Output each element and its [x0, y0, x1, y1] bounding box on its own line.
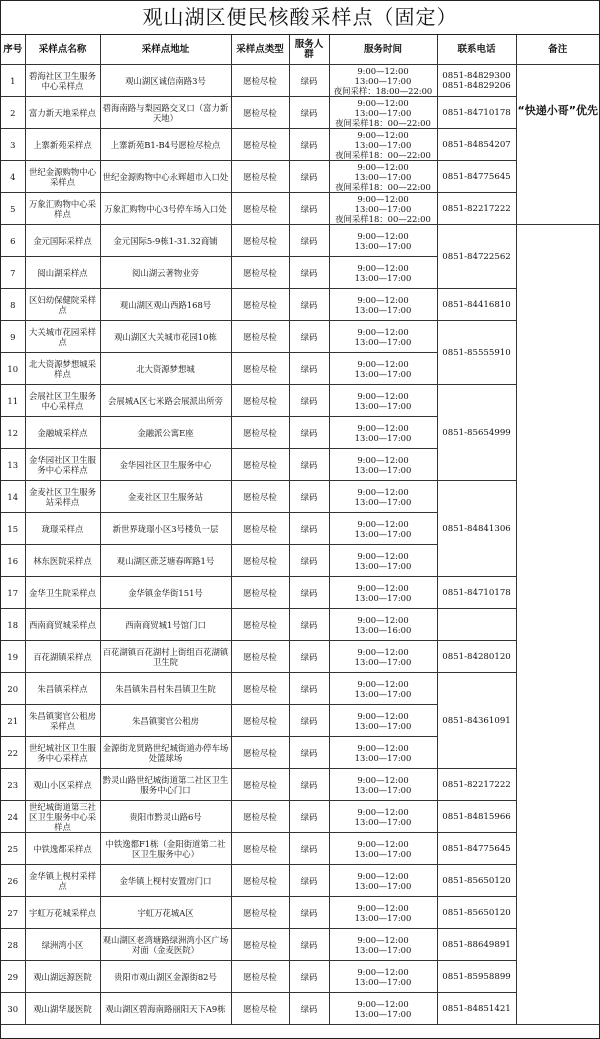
site-address: 金华镇上枧村安置房门口 [100, 865, 231, 897]
service-group: 绿码 [289, 545, 329, 577]
contact-phone: 0851-85650120 [437, 865, 516, 897]
site-name: 金华园社区卫生服务中心采样点 [25, 449, 100, 481]
table-body [1, 65, 599, 1025]
site-type: 愿检尽检 [231, 993, 289, 1025]
contact-phone: 0851-84775645 [437, 833, 516, 865]
site-address: 观山湖区大关城市花园10栋 [100, 321, 231, 353]
site-name: 大关城市花园采样点 [25, 321, 100, 353]
service-group: 绿码 [289, 673, 329, 705]
table-row [1, 65, 599, 97]
table-row [1, 385, 599, 417]
service-time: 9:00—12:00 13:00—16:00 [329, 609, 437, 641]
table-row [1, 161, 599, 193]
site-address: 朱昌镇窦官公租房 [100, 705, 231, 737]
site-type: 愿检尽检 [231, 257, 289, 289]
service-group: 绿码 [289, 609, 329, 641]
service-time: 9:00—12:00 13:00—17:00 [329, 353, 437, 385]
service-time: 9:00—12:00 13:00—17:00 [329, 257, 437, 289]
service-group: 绿码 [289, 97, 329, 129]
site-address: 中铁逸都F1栋（金阳街道第二社区卫生服务中心） [100, 833, 231, 865]
site-name: 观山湖远源医院 [25, 961, 100, 993]
service-group: 绿码 [289, 321, 329, 353]
site-type: 愿检尽检 [231, 481, 289, 513]
site-type: 愿检尽检 [231, 65, 289, 97]
service-time: 9:00—12:00 13:00—17:00 [329, 673, 437, 705]
site-address: 会展城A区七米路会展派出所旁 [100, 385, 231, 417]
site-type: 愿检尽检 [231, 865, 289, 897]
site-type: 愿检尽检 [231, 769, 289, 801]
row-number: 9 [1, 321, 25, 353]
site-name: 世纪城社区卫生服务中心采样点 [25, 737, 100, 769]
service-group: 绿码 [289, 897, 329, 929]
service-time: 9:00—12:00 13:00—17:00 [329, 833, 437, 865]
site-address: 观山湖区碧海南路丽阳天下A9栋 [100, 993, 231, 1025]
row-number: 1 [1, 65, 25, 97]
site-type: 愿检尽检 [231, 385, 289, 417]
row-number: 8 [1, 289, 25, 321]
site-type: 愿检尽检 [231, 353, 289, 385]
site-name: 观山湖华晟医院 [25, 993, 100, 1025]
site-address: 百花湖镇百花湖村上街组百花湖镇卫生院 [100, 641, 231, 673]
contact-phone: 0851-84854207 [437, 129, 516, 161]
table-row [1, 929, 599, 961]
site-name: 宇虹万花城采样点 [25, 897, 100, 929]
row-number: 26 [1, 865, 25, 897]
site-name: 西南商贸城采样点 [25, 609, 100, 641]
row-number: 4 [1, 161, 25, 193]
site-name: 百花湖镇采样点 [25, 641, 100, 673]
site-address: 西南商贸城1号馆门口 [100, 609, 231, 641]
site-name: 上寨新苑采样点 [25, 129, 100, 161]
service-group: 绿码 [289, 929, 329, 961]
site-type: 愿检尽检 [231, 193, 289, 225]
row-number: 27 [1, 897, 25, 929]
service-group: 绿码 [289, 481, 329, 513]
service-time: 9:00—12:00 13:00—17:00 [329, 289, 437, 321]
site-name: 碧海社区卫生服务中心采样点 [25, 65, 100, 97]
header-type: 采样点类型 [231, 35, 289, 65]
contact-phone: 0851-85650120 [437, 897, 516, 929]
site-type: 愿检尽检 [231, 449, 289, 481]
contact-phone [437, 609, 516, 641]
site-name: 区妇幼保健院采样点 [25, 289, 100, 321]
row-number: 15 [1, 513, 25, 545]
site-address: 阅山湖云著物业旁 [100, 257, 231, 289]
site-type: 愿检尽检 [231, 289, 289, 321]
site-name: 金华卫生院采样点 [25, 577, 100, 609]
contact-phone: 0851-84841306 [437, 481, 516, 577]
site-name: 观山小区采样点 [25, 769, 100, 801]
site-type: 愿检尽检 [231, 321, 289, 353]
service-time: 9:00—12:00 13:00—17:00 [329, 961, 437, 993]
header-name: 采样点名称 [25, 35, 100, 65]
service-group: 绿码 [289, 257, 329, 289]
service-time: 9:00—12:00 13:00—17:00 夜间采样：18:00—22:00 [329, 65, 437, 97]
site-address: 世纪金源购物中心永辉超市入口处 [100, 161, 231, 193]
header-phone: 联系电话 [437, 35, 516, 65]
service-time: 9:00—12:00 13:00—17:00 [329, 929, 437, 961]
contact-phone: 0851-85555910 [437, 321, 516, 385]
site-name: 万象汇购物中心采样点 [25, 193, 100, 225]
row-number: 23 [1, 769, 25, 801]
site-name: 世纪金源购物中心采样点 [25, 161, 100, 193]
service-group: 绿码 [289, 961, 329, 993]
table-row [1, 833, 599, 865]
site-type: 愿检尽检 [231, 161, 289, 193]
site-name: 阅山湖采样点 [25, 257, 100, 289]
site-type: 愿检尽检 [231, 705, 289, 737]
service-group: 绿码 [289, 289, 329, 321]
site-address: 黔灵山路世纪城街道第二社区卫生服务中心门口 [100, 769, 231, 801]
service-time: 9:00—12:00 13:00—17:00 [329, 897, 437, 929]
contact-phone: 0851-82217222 [437, 193, 516, 225]
site-address: 观山湖区老湾塘路绿洲湾小区广场对面（金麦医院） [100, 929, 231, 961]
site-name: 中铁逸都采样点 [25, 833, 100, 865]
site-address: 观山湖区观山西路168号 [100, 289, 231, 321]
row-number: 20 [1, 673, 25, 705]
service-group: 绿码 [289, 449, 329, 481]
note-text: “快递小哥”优先 [517, 104, 598, 117]
service-group: 绿码 [289, 353, 329, 385]
site-address: 北大资源梦想城 [100, 353, 231, 385]
service-time: 9:00—12:00 13:00—17:00 [329, 417, 437, 449]
row-number: 21 [1, 705, 25, 737]
site-name: 朱昌镇窦官公租房采样点 [25, 705, 100, 737]
site-type: 愿检尽检 [231, 897, 289, 929]
table-row [1, 641, 599, 673]
service-group: 绿码 [289, 801, 329, 833]
table-row [1, 865, 599, 897]
service-time: 9:00—12:00 13:00—17:00 [329, 481, 437, 513]
site-type: 愿检尽检 [231, 577, 289, 609]
row-number: 10 [1, 353, 25, 385]
contact-phone: 0851-84775645 [437, 161, 516, 193]
row-number: 25 [1, 833, 25, 865]
service-group: 绿码 [289, 513, 329, 545]
site-address: 碧海南路与梨园路交叉口（富力新天地） [100, 97, 231, 129]
service-group: 绿码 [289, 737, 329, 769]
service-time: 9:00—12:00 13:00—17:00 夜间采样18：00—22:00 [329, 97, 437, 129]
contact-phone: 0851-85654999 [437, 385, 516, 481]
site-name: 金麦社区卫生服务站采样点 [25, 481, 100, 513]
contact-phone: 0851-84710178 [437, 577, 516, 609]
site-address: 观山湖区诚信南路3号 [100, 65, 231, 97]
contact-phone: 0851-84829300 0851-84829206 [437, 65, 516, 97]
header-group: 服务人群 [289, 35, 329, 65]
site-type: 愿检尽检 [231, 833, 289, 865]
service-time: 9:00—12:00 13:00—17:00 [329, 545, 437, 577]
note-empty [516, 225, 599, 1025]
row-number: 30 [1, 993, 25, 1025]
row-number: 29 [1, 961, 25, 993]
service-time: 9:00—12:00 13:00—17:00 [329, 737, 437, 769]
contact-phone: 0851-82217222 [437, 769, 516, 801]
table-row [1, 769, 599, 801]
site-type: 愿检尽检 [231, 417, 289, 449]
site-address: 上寨新苑B1-B4号愿检尽检点 [100, 129, 231, 161]
contact-phone: 0851-84710178 [437, 97, 516, 129]
row-number: 3 [1, 129, 25, 161]
site-type: 愿检尽检 [231, 97, 289, 129]
table-row [1, 897, 599, 929]
table-row [1, 801, 599, 833]
site-type: 愿检尽检 [231, 929, 289, 961]
row-number: 11 [1, 385, 25, 417]
service-time: 9:00—12:00 13:00—17:00 [329, 641, 437, 673]
contact-phone: 0851-84851421 [437, 993, 516, 1025]
row-number: 13 [1, 449, 25, 481]
note-cell [516, 65, 599, 225]
table-row [1, 609, 599, 641]
site-address: 金元国际5-9栋1-31.32商铺 [100, 225, 231, 257]
service-time: 9:00—12:00 13:00—17:00 [329, 865, 437, 897]
row-number: 19 [1, 641, 25, 673]
site-type: 愿检尽检 [231, 129, 289, 161]
site-name: 世纪城街道第三社区卫生服务中心采样点 [25, 801, 100, 833]
site-name: 朱昌镇采样点 [25, 673, 100, 705]
sampling-sites-table [1, 35, 599, 1025]
site-address: 贵阳市黔灵山路6号 [100, 801, 231, 833]
service-group: 绿码 [289, 417, 329, 449]
service-group: 绿码 [289, 129, 329, 161]
site-type: 愿检尽检 [231, 801, 289, 833]
service-time: 9:00—12:00 13:00—17:00 夜间采样18：00—22:00 [329, 129, 437, 161]
row-number: 28 [1, 929, 25, 961]
row-number: 2 [1, 97, 25, 129]
service-group: 绿码 [289, 705, 329, 737]
table-row [1, 225, 599, 257]
row-number: 6 [1, 225, 25, 257]
site-name: 会展社区卫生服务中心采样点 [25, 385, 100, 417]
row-number: 7 [1, 257, 25, 289]
service-group: 绿码 [289, 769, 329, 801]
service-time: 9:00—12:00 13:00—17:00 [329, 577, 437, 609]
service-group: 绿码 [289, 65, 329, 97]
service-time: 9:00—12:00 13:00—17:00 [329, 449, 437, 481]
site-address: 金麦社区卫生服务站 [100, 481, 231, 513]
row-number: 16 [1, 545, 25, 577]
site-type: 愿检尽检 [231, 545, 289, 577]
site-type: 愿检尽检 [231, 609, 289, 641]
site-address: 万象汇购物中心3号停车场入口处 [100, 193, 231, 225]
service-group: 绿码 [289, 993, 329, 1025]
service-time: 9:00—12:00 13:00—17:00 [329, 225, 437, 257]
service-time: 9:00—12:00 13:00—17:00 [329, 513, 437, 545]
service-time: 9:00—12:00 13:00—17:00 [329, 801, 437, 833]
header-address: 采样点地址 [100, 35, 231, 65]
service-time: 9:00—12:00 13:00—17:00 [329, 385, 437, 417]
row-number: 5 [1, 193, 25, 225]
row-number: 12 [1, 417, 25, 449]
service-time: 9:00—12:00 13:00—17:00 夜间采样18：00—22:00 [329, 161, 437, 193]
table-row [1, 193, 599, 225]
service-group: 绿码 [289, 193, 329, 225]
site-type: 愿检尽检 [231, 513, 289, 545]
service-group: 绿码 [289, 577, 329, 609]
table-row [1, 577, 599, 609]
service-time: 9:00—12:00 13:00—17:00 夜间采样18：00—22:00 [329, 193, 437, 225]
page-title: 观山湖区便民核酸采样点（固定） [1, 1, 599, 35]
contact-phone: 0851-84416810 [437, 289, 516, 321]
site-address: 金华园社区卫生服务中心 [100, 449, 231, 481]
header-time: 服务时间 [329, 35, 437, 65]
site-type: 愿检尽检 [231, 961, 289, 993]
contact-phone: 0851-85958899 [437, 961, 516, 993]
site-name: 林东医院采样点 [25, 545, 100, 577]
site-name: 珑璟采样点 [25, 513, 100, 545]
row-number: 18 [1, 609, 25, 641]
site-name: 金华镇上枧村采样点 [25, 865, 100, 897]
header-no: 序号 [1, 35, 25, 65]
service-group: 绿码 [289, 641, 329, 673]
contact-phone: 0851-84722562 [437, 225, 516, 289]
row-number: 22 [1, 737, 25, 769]
site-type: 愿检尽检 [231, 641, 289, 673]
site-address: 观山湖区蔗芝塘春晖路1号 [100, 545, 231, 577]
site-type: 愿检尽检 [231, 673, 289, 705]
table-header-row [1, 35, 599, 65]
table-row [1, 993, 599, 1025]
service-group: 绿码 [289, 225, 329, 257]
service-time: 9:00—12:00 13:00—17:00 [329, 321, 437, 353]
site-type: 愿检尽检 [231, 737, 289, 769]
row-number: 17 [1, 577, 25, 609]
service-time: 9:00—12:00 13:00—17:00 [329, 705, 437, 737]
table-row [1, 321, 599, 353]
site-address: 金华镇金华街151号 [100, 577, 231, 609]
site-name: 北大资源梦想城采样点 [25, 353, 100, 385]
site-address: 新世界珑璟小区3号楼负一层 [100, 513, 231, 545]
site-address: 宇虹万花城A区 [100, 897, 231, 929]
table-row [1, 961, 599, 993]
site-name: 金元国际采样点 [25, 225, 100, 257]
site-address: 金源街龙贤路世纪城街道办停车场处篮球场 [100, 737, 231, 769]
service-group: 绿码 [289, 865, 329, 897]
service-time: 9:00—12:00 13:00—17:00 [329, 993, 437, 1025]
site-address: 朱昌镇朱昌村朱昌镇卫生院 [100, 673, 231, 705]
service-time: 9:00—12:00 13:00—17:00 [329, 769, 437, 801]
site-address: 贵阳市观山湖区金源街82号 [100, 961, 231, 993]
row-number: 24 [1, 801, 25, 833]
table-row [1, 673, 599, 705]
table-row [1, 481, 599, 513]
service-group: 绿码 [289, 161, 329, 193]
site-name: 金融城采样点 [25, 417, 100, 449]
service-group: 绿码 [289, 385, 329, 417]
contact-phone: 0851-84280120 [437, 641, 516, 673]
contact-phone: 0851-84815966 [437, 801, 516, 833]
row-number: 14 [1, 481, 25, 513]
table-row [1, 97, 599, 129]
contact-phone: 0851-88649891 [437, 929, 516, 961]
contact-phone: 0851-84361091 [437, 673, 516, 769]
table-row [1, 289, 599, 321]
site-address: 金融派公寓E座 [100, 417, 231, 449]
table-row [1, 129, 599, 161]
site-name: 富力新天地采样点 [25, 97, 100, 129]
service-group: 绿码 [289, 833, 329, 865]
header-note: 备注 [516, 35, 599, 65]
site-type: 愿检尽检 [231, 225, 289, 257]
site-name: 绿洲湾小区 [25, 929, 100, 961]
